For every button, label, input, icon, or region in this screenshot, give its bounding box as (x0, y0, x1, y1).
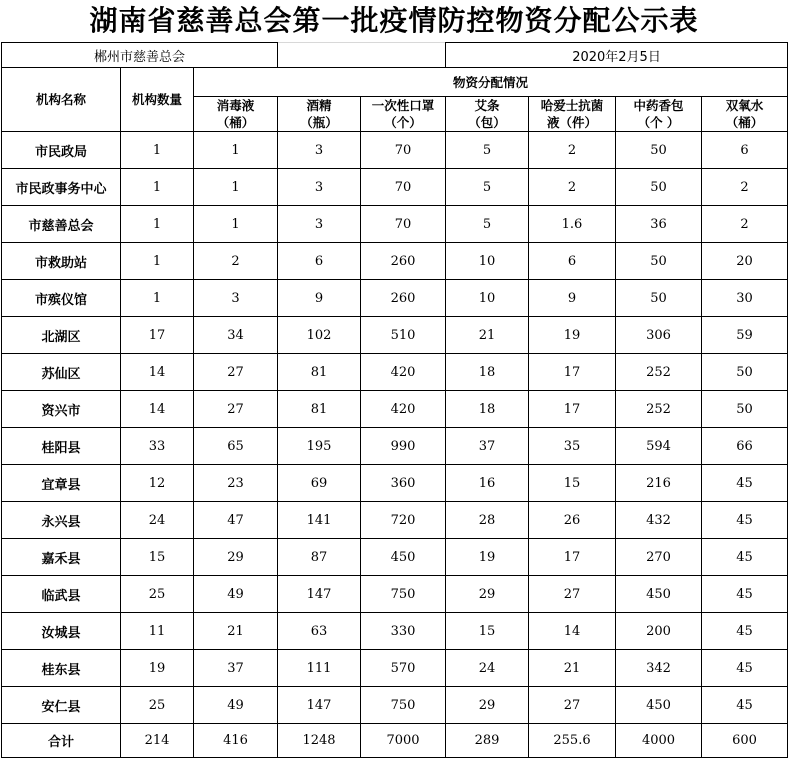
org-name-cell: 资兴市 (2, 391, 121, 428)
value-cell: 10 (446, 243, 529, 280)
value-cell: 27 (529, 687, 616, 724)
value-cell: 1 (121, 132, 194, 169)
value-cell: 3 (194, 280, 278, 317)
value-cell: 15 (121, 539, 194, 576)
value-cell: 260 (361, 280, 446, 317)
value-cell: 49 (194, 576, 278, 613)
header-col-4 (529, 97, 616, 132)
header-col-1 (278, 97, 361, 132)
table-row (2, 317, 788, 354)
value-cell: 14 (529, 613, 616, 650)
value-cell: 11 (121, 613, 194, 650)
value-cell: 6 (278, 243, 361, 280)
header-col-line: 酒精 (306, 98, 332, 113)
value-cell: 1 (121, 243, 194, 280)
header-org-name: 机构名称 (2, 68, 121, 132)
value-cell: 81 (278, 354, 361, 391)
value-cell: 45 (702, 539, 788, 576)
total-value: 4000 (616, 724, 702, 758)
value-cell: 45 (702, 465, 788, 502)
header-col-line: （瓶） (300, 115, 338, 130)
value-cell: 29 (446, 576, 529, 613)
header-col-line: 中药香包 (633, 98, 684, 113)
date-label: 2020年2月5日 (446, 43, 788, 68)
header-col-line: 哈爱士抗菌 (540, 98, 604, 113)
value-cell: 47 (194, 502, 278, 539)
table-row (2, 132, 788, 169)
header-col-line: 消毒液 (216, 98, 255, 113)
value-cell: 5 (446, 206, 529, 243)
value-cell: 45 (702, 613, 788, 650)
value-cell: 37 (194, 650, 278, 687)
value-cell: 29 (446, 687, 529, 724)
table-row (2, 687, 788, 724)
value-cell: 1.6 (529, 206, 616, 243)
org-name-cell: 北湖区 (2, 317, 121, 354)
value-cell: 81 (278, 391, 361, 428)
value-cell: 50 (616, 169, 702, 206)
value-cell: 450 (616, 576, 702, 613)
value-cell: 1 (121, 206, 194, 243)
table-row (2, 280, 788, 317)
value-cell: 1 (194, 132, 278, 169)
header-org-count: 机构数量 (121, 68, 194, 132)
value-cell: 2 (194, 243, 278, 280)
value-cell: 70 (361, 206, 446, 243)
table-row (2, 206, 788, 243)
header-col-3 (446, 97, 529, 132)
value-cell: 3 (278, 169, 361, 206)
value-cell: 342 (616, 650, 702, 687)
value-cell: 10 (446, 280, 529, 317)
value-cell: 750 (361, 687, 446, 724)
value-cell: 990 (361, 428, 446, 465)
value-cell: 19 (446, 539, 529, 576)
value-cell: 50 (702, 391, 788, 428)
value-cell: 27 (529, 576, 616, 613)
value-cell: 70 (361, 132, 446, 169)
org-name-cell: 宜章县 (2, 465, 121, 502)
value-cell: 14 (121, 391, 194, 428)
value-cell: 720 (361, 502, 446, 539)
value-cell: 16 (446, 465, 529, 502)
org-name-cell: 永兴县 (2, 502, 121, 539)
header-col-line: （桶） (725, 115, 764, 130)
total-value: 1248 (278, 724, 361, 758)
value-cell: 111 (278, 650, 361, 687)
value-cell: 141 (278, 502, 361, 539)
value-cell: 260 (361, 243, 446, 280)
value-cell: 360 (361, 465, 446, 502)
value-cell: 2 (702, 169, 788, 206)
value-cell: 45 (702, 650, 788, 687)
value-cell: 27 (194, 354, 278, 391)
value-cell: 2 (702, 206, 788, 243)
value-cell: 5 (446, 169, 529, 206)
value-cell: 45 (702, 576, 788, 613)
value-cell: 12 (121, 465, 194, 502)
table-row (2, 502, 788, 539)
value-cell: 17 (529, 539, 616, 576)
value-cell: 66 (702, 428, 788, 465)
page-title: 湖南省慈善总会第一批疫情防控物资分配公示表 (89, 4, 699, 37)
value-cell: 25 (121, 687, 194, 724)
value-cell: 19 (121, 650, 194, 687)
value-cell: 102 (278, 317, 361, 354)
value-cell: 20 (702, 243, 788, 280)
header-col-0 (194, 97, 278, 132)
value-cell: 420 (361, 391, 446, 428)
org-name-cell: 嘉禾县 (2, 539, 121, 576)
value-cell: 216 (616, 465, 702, 502)
table-row (2, 465, 788, 502)
value-cell: 510 (361, 317, 446, 354)
total-label: 合计 (2, 724, 121, 758)
value-cell: 5 (446, 132, 529, 169)
value-cell: 3 (278, 132, 361, 169)
value-cell: 432 (616, 502, 702, 539)
value-cell: 30 (702, 280, 788, 317)
value-cell: 2 (529, 169, 616, 206)
value-cell: 37 (446, 428, 529, 465)
value-cell: 21 (529, 650, 616, 687)
value-cell: 270 (616, 539, 702, 576)
header-group: 物资分配情况 (194, 68, 788, 97)
table-row (2, 243, 788, 280)
table-row (2, 650, 788, 687)
value-cell: 35 (529, 428, 616, 465)
header-col-line: （个） (384, 115, 422, 130)
value-cell: 147 (278, 576, 361, 613)
total-row (2, 724, 788, 758)
value-cell: 594 (616, 428, 702, 465)
value-cell: 18 (446, 391, 529, 428)
value-cell: 15 (446, 613, 529, 650)
org-name-cell: 临武县 (2, 576, 121, 613)
value-cell: 9 (278, 280, 361, 317)
value-cell: 17 (529, 354, 616, 391)
table-row (2, 428, 788, 465)
value-cell: 1 (121, 169, 194, 206)
header-col-line: 一次性口罩 (371, 98, 435, 113)
value-cell: 26 (529, 502, 616, 539)
header-col-2 (361, 97, 446, 132)
table-row (2, 169, 788, 206)
header-col-6 (702, 97, 788, 132)
value-cell: 50 (702, 354, 788, 391)
table-row (2, 391, 788, 428)
value-cell: 50 (616, 132, 702, 169)
value-cell: 1 (194, 169, 278, 206)
org-name-cell: 市殡仪馆 (2, 280, 121, 317)
org-name-cell: 市民政局 (2, 132, 121, 169)
total-value: 214 (121, 724, 194, 758)
value-cell: 15 (529, 465, 616, 502)
org-name-cell: 苏仙区 (2, 354, 121, 391)
value-cell: 24 (121, 502, 194, 539)
value-cell: 3 (278, 206, 361, 243)
total-value: 416 (194, 724, 278, 758)
table-row (2, 576, 788, 613)
info-blank (278, 43, 446, 68)
value-cell: 420 (361, 354, 446, 391)
header-row-1 (2, 68, 788, 97)
value-cell: 6 (702, 132, 788, 169)
total-value: 289 (446, 724, 529, 758)
value-cell: 45 (702, 687, 788, 724)
value-cell: 23 (194, 465, 278, 502)
value-cell: 2 (529, 132, 616, 169)
org-name-cell: 桂阳县 (2, 428, 121, 465)
value-cell: 69 (278, 465, 361, 502)
value-cell: 9 (529, 280, 616, 317)
org-name-cell: 桂东县 (2, 650, 121, 687)
header-col-line: （桶） (216, 115, 255, 130)
info-row (2, 43, 788, 68)
value-cell: 24 (446, 650, 529, 687)
value-cell: 570 (361, 650, 446, 687)
value-cell: 17 (529, 391, 616, 428)
value-cell: 750 (361, 576, 446, 613)
header-col-line: 艾条 (474, 98, 500, 113)
header-col-line: 液（件） (546, 115, 597, 130)
value-cell: 450 (616, 687, 702, 724)
value-cell: 28 (446, 502, 529, 539)
org-name-cell: 市民政事务中心 (2, 169, 121, 206)
value-cell: 330 (361, 613, 446, 650)
value-cell: 65 (194, 428, 278, 465)
value-cell: 21 (446, 317, 529, 354)
value-cell: 19 (529, 317, 616, 354)
value-cell: 33 (121, 428, 194, 465)
header-col-line: 双氧水 (725, 98, 764, 113)
value-cell: 252 (616, 391, 702, 428)
total-value: 7000 (361, 724, 446, 758)
value-cell: 49 (194, 687, 278, 724)
value-cell: 195 (278, 428, 361, 465)
header-col-line: （个 ） (637, 115, 680, 130)
value-cell: 1 (194, 206, 278, 243)
value-cell: 59 (702, 317, 788, 354)
header-col-5 (616, 97, 702, 132)
table-row (2, 354, 788, 391)
total-value: 600 (702, 724, 788, 758)
org-label: 郴州市慈善总会 (2, 43, 278, 68)
table-row (2, 539, 788, 576)
value-cell: 25 (121, 576, 194, 613)
value-cell: 45 (702, 502, 788, 539)
value-cell: 6 (529, 243, 616, 280)
allocation-table (1, 42, 788, 758)
value-cell: 70 (361, 169, 446, 206)
header-col-line: （包） (468, 115, 506, 130)
value-cell: 450 (361, 539, 446, 576)
value-cell: 17 (121, 317, 194, 354)
value-cell: 34 (194, 317, 278, 354)
value-cell: 50 (616, 243, 702, 280)
value-cell: 21 (194, 613, 278, 650)
value-cell: 29 (194, 539, 278, 576)
value-cell: 63 (278, 613, 361, 650)
table-row (2, 613, 788, 650)
value-cell: 50 (616, 280, 702, 317)
org-name-cell: 市救助站 (2, 243, 121, 280)
org-name-cell: 市慈善总会 (2, 206, 121, 243)
value-cell: 18 (446, 354, 529, 391)
org-name-cell: 汝城县 (2, 613, 121, 650)
value-cell: 306 (616, 317, 702, 354)
value-cell: 87 (278, 539, 361, 576)
org-name-cell: 安仁县 (2, 687, 121, 724)
value-cell: 36 (616, 206, 702, 243)
total-value: 255.6 (529, 724, 616, 758)
value-cell: 252 (616, 354, 702, 391)
value-cell: 200 (616, 613, 702, 650)
value-cell: 1 (121, 280, 194, 317)
value-cell: 14 (121, 354, 194, 391)
value-cell: 147 (278, 687, 361, 724)
value-cell: 27 (194, 391, 278, 428)
